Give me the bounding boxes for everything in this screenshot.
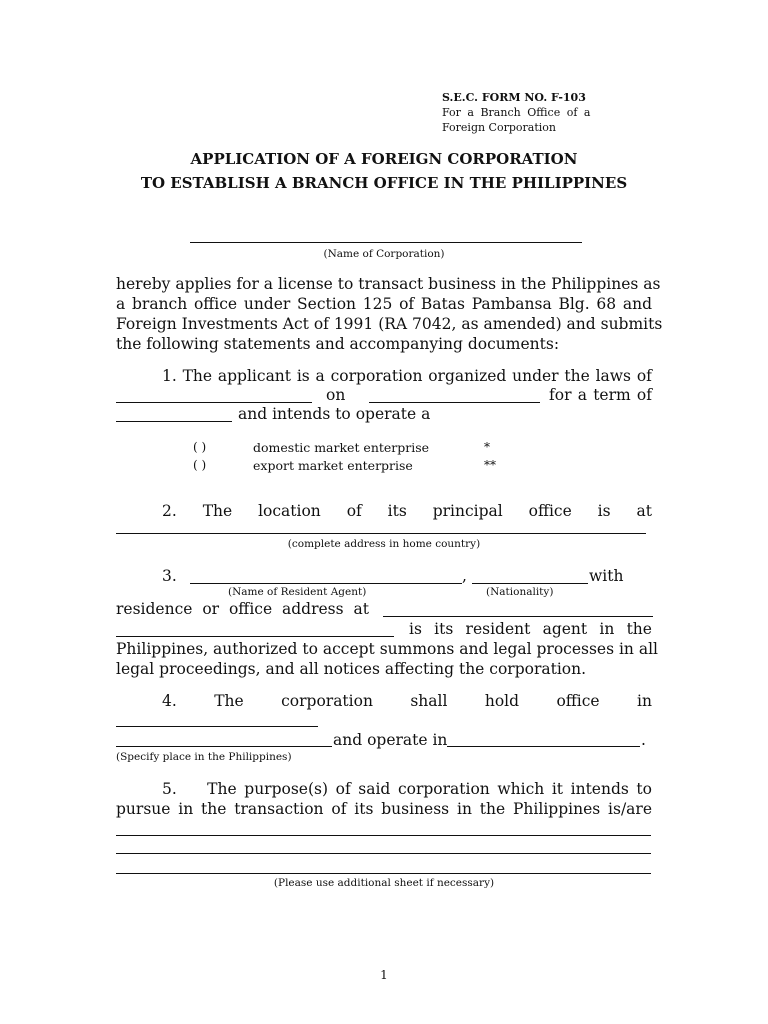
item1-word: organized (428, 367, 507, 385)
item4-line-1 (162, 692, 652, 710)
form-number: S.E.C. FORM NO. F-103 (442, 91, 586, 104)
item5-text-1: 5. The purpose(s) of said corporation which it intends to (162, 780, 652, 798)
export-checkbox[interactable]: ( ) (193, 458, 207, 472)
item3-word: at (353, 600, 369, 618)
item2-word: The (202, 502, 233, 520)
item3-word: resident (465, 620, 531, 638)
nationality-field[interactable] (472, 583, 588, 584)
office-place-caption: (Specify place in the Philippines) (116, 751, 292, 763)
item1-word: corporation (330, 367, 423, 385)
intro-line-3 (116, 315, 663, 333)
item3-word: agent (542, 620, 588, 638)
form-subtitle-line1: For a Branch Office of a (442, 106, 591, 119)
export-option-label: export market enterprise (253, 458, 413, 473)
item3-word: its (434, 620, 454, 638)
item2-word: principal (432, 502, 503, 520)
item3-word: office (228, 600, 273, 618)
item3-word: address (282, 600, 344, 618)
page-number: 1 (380, 968, 388, 982)
item2-word: location (258, 502, 321, 520)
item1-on-label: on (326, 386, 346, 404)
document-title-line2: TO ESTABLISH A BRANCH OFFICE IN THE PHILIPPINES (140, 174, 628, 192)
item5-text-2: pursue in the transaction of its business in the Philippines is/are (116, 800, 652, 818)
item4-word: shall (410, 692, 448, 710)
item3-word: the (626, 620, 652, 638)
purpose-field-3[interactable] (116, 873, 651, 874)
item1-word: under (512, 367, 559, 385)
item1-word: of (636, 367, 652, 385)
operate-in-field[interactable] (447, 746, 640, 747)
document-title-line1: APPLICATION OF A FOREIGN CORPORATION (190, 150, 578, 168)
item4-word: hold (484, 692, 520, 710)
office-place-field-2[interactable] (116, 746, 332, 747)
item3-text-3: Philippines, authorized to accept summons and legal processes in all (116, 640, 658, 658)
resident-agent-caption: (Name of Resident Agent) (228, 586, 367, 598)
domestic-option-label: domestic market enterprise (253, 440, 430, 455)
item1-line-1 (162, 367, 652, 385)
item5-line-2 (116, 800, 652, 818)
item1-operate-label: and intends to operate a (238, 405, 431, 423)
nationality-caption: (Nationality) (486, 586, 554, 598)
intro-text-3: Foreign Investments Act of 1991 (RA 7042, as amended) and submits (116, 315, 663, 333)
item1-word: a (315, 367, 325, 385)
item4-period: . (641, 731, 646, 749)
item2-word: of (346, 502, 362, 520)
intro-line-1 (116, 275, 661, 293)
item4-word: in (637, 692, 652, 710)
principal-office-caption: (complete address in home country) (287, 538, 481, 550)
item1-word: the (564, 367, 590, 385)
country-of-incorporation-field[interactable] (116, 402, 312, 403)
intro-line-2 (116, 295, 652, 313)
item3-word: or (202, 600, 220, 618)
item4-operate-label: and operate in (333, 731, 448, 749)
intro-text-2: a branch office under Section 125 of Batas Pambansa Blg. 68 and (116, 295, 652, 313)
item1-word: applicant (217, 367, 292, 385)
item2-word: its (387, 502, 407, 520)
item3-word: is (409, 620, 422, 638)
domestic-footnote-mark: * (484, 440, 490, 454)
form-subtitle-line2: Foreign Corporation (442, 121, 556, 134)
item3-with-label: with (589, 567, 624, 585)
item3-residence-line (116, 600, 369, 618)
intro-text-4: the following statements and accompanying documents: (116, 335, 560, 353)
item2-word: at (636, 502, 652, 520)
item1-word: is (296, 367, 310, 385)
resident-agent-name-field[interactable] (190, 583, 462, 584)
item5-line-1 (162, 780, 652, 798)
corporation-name-caption: (Name of Corporation) (323, 248, 445, 260)
item2-word: is (597, 502, 611, 520)
export-footnote-mark: ** (484, 458, 496, 472)
item4-word: corporation (281, 692, 373, 710)
item2-number: 2. (162, 502, 177, 520)
item3-text-4: legal proceedings, and all notices affecting the corporation. (116, 660, 587, 678)
item3-line-3 (116, 640, 658, 658)
intro-text-1: hereby applies for a license to transact business in the Philippines as (116, 275, 661, 293)
item2-line-1 (162, 502, 652, 520)
item1-term-label (549, 386, 652, 404)
item2-word: office (528, 502, 572, 520)
item4-number: 4. (162, 692, 177, 710)
item1-term-text: for a term of (549, 386, 652, 404)
purpose-caption: (Please use additional sheet if necessary) (273, 877, 495, 889)
incorporation-date-field[interactable] (369, 402, 540, 403)
item1-number: 1. (162, 367, 177, 385)
item1-word: The (182, 367, 213, 385)
item4-word: office (556, 692, 600, 710)
item3-comma: , (462, 567, 467, 585)
item3-number: 3. (162, 567, 177, 585)
purpose-field-2[interactable] (116, 853, 651, 854)
corporation-name-field[interactable] (190, 242, 582, 243)
item3-word: in (599, 620, 615, 638)
domestic-checkbox[interactable]: ( ) (193, 440, 207, 454)
item4-word: The (214, 692, 244, 710)
agent-address-field-1[interactable] (383, 616, 653, 617)
item1-word: laws (595, 367, 632, 385)
office-place-field-1[interactable] (116, 726, 318, 727)
term-field[interactable] (116, 421, 232, 422)
agent-address-field-2[interactable] (116, 636, 394, 637)
item3-word: residence (116, 600, 193, 618)
purpose-field-1[interactable] (116, 835, 651, 836)
item3-resident-line (409, 620, 652, 638)
principal-office-address-field[interactable] (116, 533, 646, 534)
